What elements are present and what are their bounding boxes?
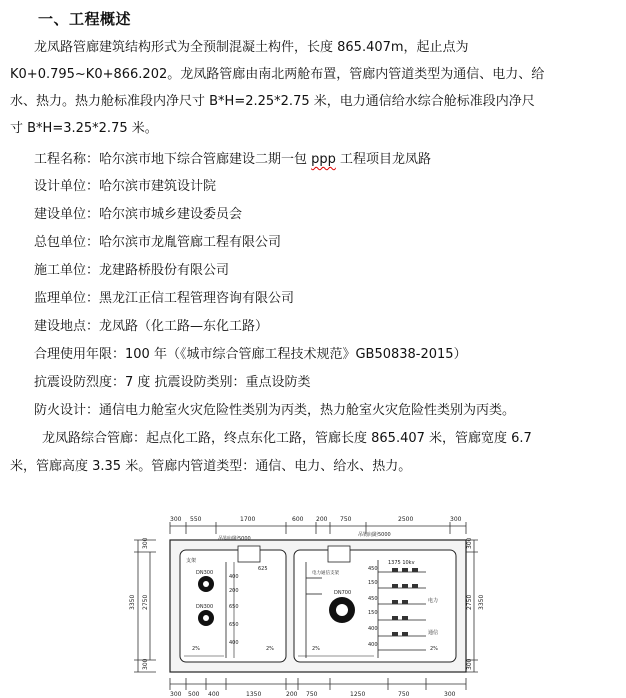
label-right-10kv: 1375 10kv <box>388 560 415 566</box>
hatch-right <box>328 546 350 562</box>
section-title: 一、工程概述 <box>38 10 132 28</box>
hatch-left <box>238 546 260 562</box>
left-vert-dim: 400 <box>229 574 239 580</box>
info-value: 哈尔滨市城乡建设委员会 <box>99 207 243 222</box>
info-builder <box>34 257 229 284</box>
top-dim: 750 <box>340 516 352 523</box>
overview-line-4: 寸 B*H=3.25*2.75 米。 <box>10 121 158 136</box>
top-dim: 550 <box>190 516 202 523</box>
left-vert-dim: 650 <box>229 622 239 628</box>
overview-line-1: 龙凤路管廊建筑结构形式为全预制混凝土构件，长度 865.407m，起止点为 <box>34 40 469 55</box>
slope-left: 2% <box>192 646 200 652</box>
right-small-dim: 300 <box>466 537 473 549</box>
info-label: 施工单位： <box>34 263 100 278</box>
slope-right-2: 2% <box>430 646 438 652</box>
info-label: 总包单位： <box>34 235 100 250</box>
left-inner-dim: 2750 <box>142 594 149 610</box>
right-vert-dim: 400 <box>368 626 378 632</box>
bottom-dim: 1350 <box>246 691 262 698</box>
label-right-bracket: 电力通信支架 <box>312 571 339 576</box>
info-value: 哈尔滨市建筑设计院 <box>99 179 217 194</box>
project-name <box>34 146 431 173</box>
info-seismic <box>34 369 311 396</box>
label-right-telecom: 通信 <box>428 630 439 636</box>
label-left-bracket: 支架 <box>186 558 197 564</box>
slope-left-2: 2% <box>266 646 274 652</box>
left-vert-dim: 400 <box>229 640 239 646</box>
bottom-dim: 750 <box>398 691 410 698</box>
right-outer-dim: 3350 <box>478 594 485 610</box>
bottom-dim: 750 <box>306 691 318 698</box>
top-dim: 200 <box>316 516 328 523</box>
right-vert-dim: 450 <box>368 596 378 602</box>
cross-section-drawing <box>126 512 486 698</box>
bottom-dim: 400 <box>208 691 220 698</box>
pipe-left-2-label: DN300 <box>196 604 214 610</box>
top-dim: 300 <box>170 516 182 523</box>
bottom-dim: 300 <box>444 691 456 698</box>
bottom-dim: 300 <box>170 691 182 698</box>
top-dim: 600 <box>292 516 304 523</box>
info-supervisor <box>34 285 294 312</box>
info-location <box>34 313 268 340</box>
right-small-dim: 300 <box>466 658 473 670</box>
slope-right: 2% <box>312 646 320 652</box>
info-design-unit <box>34 173 216 200</box>
info-construction-unit <box>34 201 242 228</box>
fire-design: 防火设计：通信电力舱室火灾危险性类别为丙类，热力舱室火灾危险性类别为丙类。 <box>34 403 516 418</box>
bottom-dim: 200 <box>286 691 298 698</box>
info-value: 哈尔滨市龙胤管廊工程有限公司 <box>99 235 282 250</box>
hanger-right-label: 吊钩间距5000 <box>358 532 391 538</box>
bottom-dim: 1250 <box>350 691 366 698</box>
right-vert-dim: 150 <box>368 610 378 616</box>
info-label: 监理单位： <box>34 291 100 306</box>
right-vert-dim: 450 <box>368 566 378 572</box>
bottom-dim: 500 <box>188 691 200 698</box>
hanger-left-label: 吊钩间距5000 <box>218 536 251 542</box>
summary-line-2: 米，管廊高度 3.35 米。管廊内管道类型：通信、电力、给水、热力。 <box>10 459 412 474</box>
summary-line-1: 龙凤路综合管廊：起点化工路，终点东化工路，管廊长度 865.407 米，管廊宽度 6.7 <box>42 431 532 446</box>
info-value: 黑龙江正信工程管理咨询有限公司 <box>99 291 295 306</box>
info-value: 7 度 抗震设防类别：重点设防类 <box>125 375 311 390</box>
left-small-dim: 300 <box>142 658 149 670</box>
info-label: 建设单位： <box>34 207 100 222</box>
overview-line-3: 水、热力。热力舱标准段内净尺寸 B*H=2.25*2.75 米，电力通信给水综合舱标准段内净尺 <box>10 94 535 109</box>
pipe-right-label: DN700 <box>334 590 352 596</box>
top-dim: 1700 <box>240 516 256 523</box>
left-vert-dim: 650 <box>229 604 239 610</box>
info-label: 合理使用年限： <box>34 347 126 362</box>
left-outer-dim: 3350 <box>129 594 136 610</box>
info-value: 100 年（《城市综合管廊工程技术规范》GB50838-2015） <box>125 347 467 362</box>
pipe-left-1-label: DN300 <box>196 570 214 576</box>
info-service-life <box>34 341 467 368</box>
info-general-contractor <box>34 229 281 256</box>
project-name-suffix: 工程项目龙凤路 <box>335 152 432 167</box>
top-dim: 2500 <box>398 516 414 523</box>
info-label: 设计单位： <box>34 179 100 194</box>
right-vert-dim: 400 <box>368 642 378 648</box>
info-label: 建设地点： <box>34 319 100 334</box>
label-right-power: 电力 <box>428 598 439 604</box>
project-name-prefix: 工程名称：哈尔滨市地下综合管廊建设二期一包 <box>34 152 312 167</box>
left-small-dim: 300 <box>142 537 149 549</box>
right-inner-dim: 2750 <box>466 594 473 610</box>
project-name-ppp: ppp <box>311 152 336 167</box>
right-vert-dim: 150 <box>368 580 378 586</box>
left-vert-dim: 200 <box>229 588 239 594</box>
dim-625: 625 <box>258 566 268 572</box>
top-dim: 300 <box>450 516 462 523</box>
overview-line-2: K0+0.795~K0+866.202。龙凤路管廊由南北两舱布置，管廊内管道类型为通信、电力、给 <box>10 67 545 82</box>
info-value: 龙凤路（化工路—东化工路） <box>99 319 269 334</box>
info-value: 龙建路桥股份有限公司 <box>99 263 230 278</box>
info-label: 抗震设防烈度： <box>34 375 126 390</box>
